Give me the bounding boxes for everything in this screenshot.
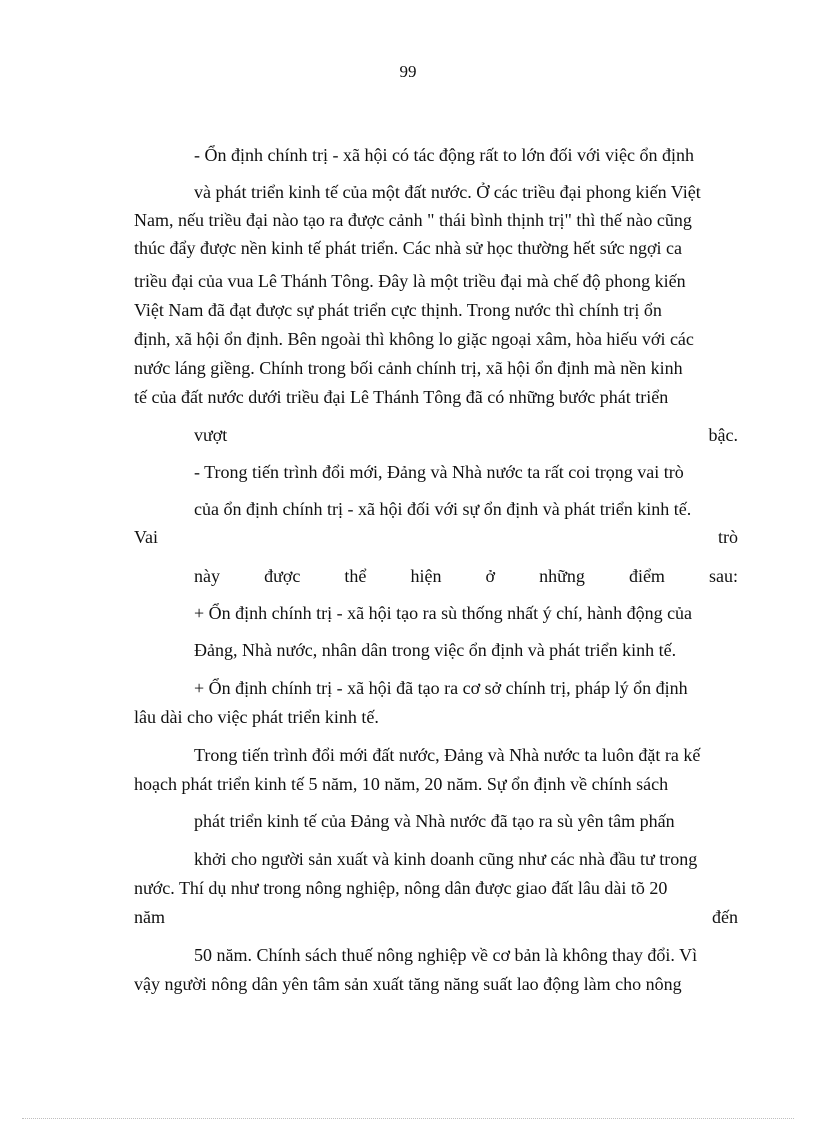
word: năm [134,907,165,927]
text-line: khởi cho người sản xuất và kinh doanh cũng như các nhà đầu tư trong [194,849,698,869]
text-line: phát triển kinh tế của Đảng và Nhà nước đã tạo ra sù yên tâm phấn [194,811,675,831]
text-line: - Trong tiến trình đổi mới, Đảng và Nhà nước ta rất coi trọng vai trò [194,462,684,482]
word: trò [718,527,738,547]
text-line: nước láng giềng. Chính trong bối cảnh chính trị, xã hội ổn định mà nền kinh [134,358,683,378]
word: điểm [628,566,665,586]
text-line [134,526,738,548]
text-line: nước. Thí dụ như trong nông nghiệp, nông dân được giao đất lâu dài tõ 20 [134,878,668,898]
text-line: Việt Nam đã đạt được sự phát triển cực thịnh. Trong nước thì chính trị ổn [134,300,662,320]
word: này [194,566,220,586]
text-line: tế của đất nước dưới triều đại Lê Thánh Tông đã có những bước phát triển [134,387,669,407]
text-line: vậy người nông dân yên tâm sản xuất tăng năng suất lao động làm cho nông [134,974,682,994]
word: thể [344,566,367,586]
word: đến [712,907,738,927]
text-line: thúc đẩy được nền kinh tế phát triển. Các nhà sử học thường hết sức ngợi ca [134,238,682,258]
text-line: Đảng, Nhà nước, nhân dân trong việc ổn định và phát triển kinh tế. [194,640,677,660]
word: sau: [709,566,738,586]
text-line: Trong tiến trình đổi mới đất nước, Đảng và Nhà nước ta luôn đặt ra kế [194,745,701,765]
text-line: + Ổn định chính trị - xã hội đã tạo ra cơ sở chính trị, pháp lý ổn định [194,678,688,698]
page-bottom-border [22,1118,794,1119]
word: ở [485,566,496,586]
text-line: triều đại của vua Lê Thánh Tông. Đây là một triều đại mà chế độ phong kiến [134,271,686,291]
word: những [539,566,585,586]
page-number: 99 [399,62,417,81]
text-line: hoạch phát triển kinh tế 5 năm, 10 năm, 20 năm. Sự ổn định về chính sách [134,774,669,794]
word: được [264,566,301,586]
word: hiện [410,566,442,586]
text-line: và phát triển kinh tế của một đất nước. Ở các triều đại phong kiến Việt [194,182,701,202]
word: vượt [194,425,228,445]
text-line [194,424,738,446]
text-line: + Ổn định chính trị - xã hội tạo ra sù thống nhất ý chí, hành động của [194,603,693,623]
word: bậc. [708,425,738,445]
text-line: của ổn định chính trị - xã hội đối với sự ổn định và phát triển kinh tế. [194,499,692,519]
text-line [194,565,738,587]
text-line: 50 năm. Chính sách thuế nông nghiệp về cơ bản là không thay đổi. Vì [194,945,698,965]
text-line: lâu dài cho việc phát triển kinh tế. [134,707,379,727]
text-line: Nam, nếu triều đại nào tạo ra được cảnh " thái bình thịnh trị" thì thế nào cũng [134,210,692,230]
text-line: định, xã hội ổn định. Bên ngoài thì không lo giặc ngoại xâm, hòa hiếu với các [134,329,694,349]
text-line: - Ổn định chính trị - xã hội có tác động rất to lớn đối với việc ổn định [194,145,694,165]
text-line [134,906,738,928]
word: Vai [134,527,158,547]
